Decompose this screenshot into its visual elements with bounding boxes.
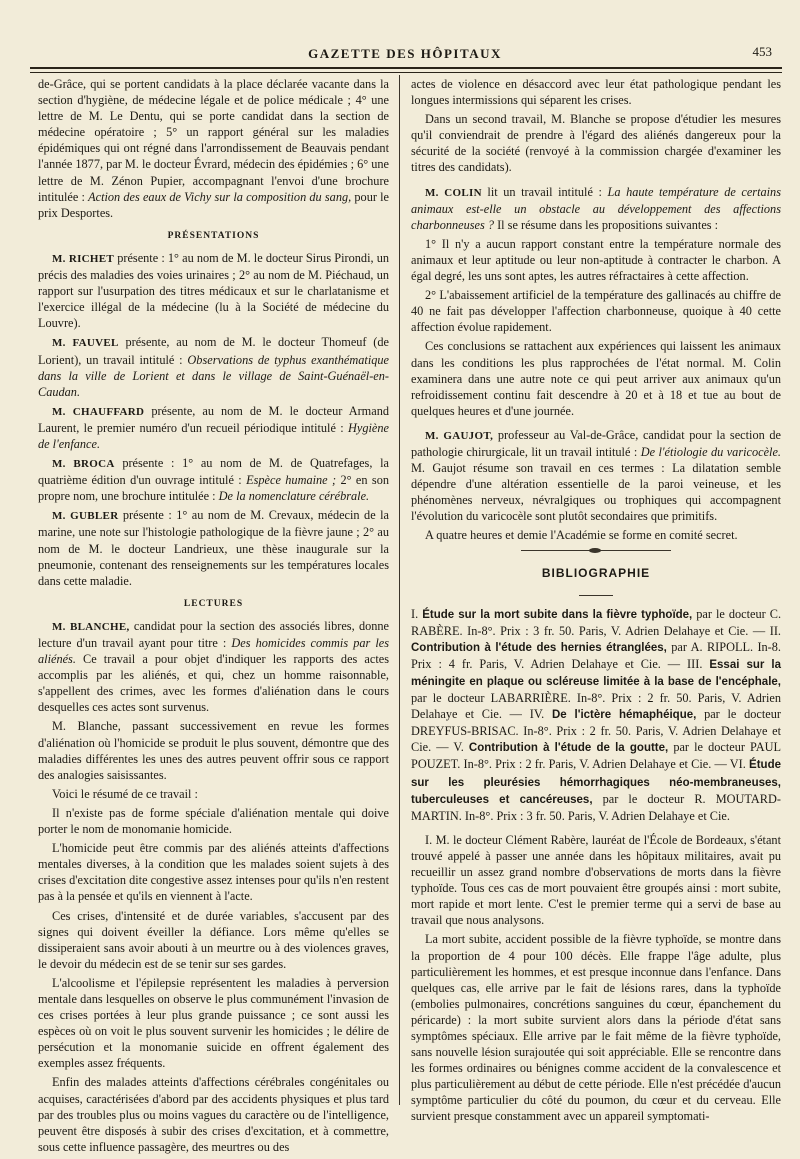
closing-line: A quatre heures et demie l'Académie se forme en comité secret.: [425, 528, 738, 543]
review-paragraph: I. M. le docteur Clément Rabère, lauréat de l'École de Bordeaux, s'étant trouvé appelé à passer une année dans les hôpitaux militaires, avait pu recueillir un assez grand nombre d'observations de morts dans la fièvre typhoïde. Tous ces cas de mort pouvaient être groupés ainsi : mort subite, mort rapide et mort lente. C'est le premier terme qui a servi de base au travail que nous analysons.: [411, 832, 781, 928]
header-rule-thick: [30, 67, 782, 69]
presentation-text: présente : 1° au nom de M. Crevaux, médecin de la marine, une note sur l'histologie pathologique de la fièvre jaune ; 2° au nom de M. le docteur Landrieux, une thèse inaugurale sur la pneumonie, contenant des renseignements sur les températures locales dans cette maladie.: [38, 508, 389, 588]
speaker-name: M. CHAUFFARD: [52, 405, 145, 418]
lecture-text: M. Gaujot résume son travail en ces termes : La dilatation semble dépendre d'une altération essentielle de la paroi veineuse, et les phénomènes nerveux, névralgiques ou trophiques qui accompagnent l'évolution du varicocèle sont plutôt secondaires que primitifs.: [411, 461, 781, 524]
speaker-name: M. GUBLER: [52, 510, 119, 523]
work-title: Observations de typhus exanthématique dans la ville de Lorient et dans le village de Saint-Guénaël-en-Caudan.: [38, 352, 390, 399]
presentation-chauffard: [38, 403, 389, 452]
body-paragraph: 1° Il n'y a aucun rapport constant entre la température normale des animaux et leur aptitude ou leur non-aptitude à contracter le charbon. A égal degré, les uns sont aptes, les autres réfractaires à cette affection.: [411, 236, 781, 284]
presentation-broca: [38, 455, 389, 504]
presentation-richet: [38, 250, 389, 331]
biblio-details: par A. RIPOLL. In-8. Prix : 4 fr. Paris, V. Adrien Delahaye et Cie. —: [411, 639, 782, 671]
speaker-name: M. BROCA: [52, 458, 115, 471]
body-paragraph: M. Blanche, passant successivement en revue les formes d'aliénation où l'homicide se produit le plus souvent, démontre que des maladies différentes les unes des autres peuvent offrir sous ce rapport des analogies saisissantes.: [38, 719, 389, 782]
body-paragraph: Ces crises, d'intensité et de durée variables, s'accusent par des signes qui doivent éveiller la défiance. Lors même qu'elles se dissiperaient sans avoir abouti à un meurtre ou à des violences graves, le devoir du médecin est de se tenir sur ses gardes.: [38, 908, 389, 971]
speaker-name: M. GAUJOT,: [425, 429, 494, 442]
intro-end: pour le prix Desportes.: [38, 189, 390, 220]
lecture-text: Ce travail a pour objet d'indiquer les rapports des actes accomplis par les aliénés, et qui, chez un homme raisonnable, s'appellent des crimes, avec les formes d'aliénation dans le cours desquelles ces actes sont survenus.: [38, 652, 389, 715]
page-number: 453: [752, 44, 772, 59]
presentation-text: présente : 1° au nom de M. de Quatrefages, la quatrième édition d'un ouvrage intitulé :: [38, 456, 389, 488]
bibliography-list: [411, 606, 781, 824]
body-paragraph: Voici le résumé de ce travail :: [52, 786, 198, 801]
bibliographie-heading: BIBLIOGRAPHIE: [541, 565, 651, 580]
header-rule-thin: [30, 72, 782, 73]
speaker-name: M. FAUVEL: [52, 337, 119, 350]
biblio-title: Essai sur la méningite en plaque ou scléreuse limitée à la base de l'encéphale,: [411, 658, 782, 688]
lecture-gaujot: [411, 427, 781, 525]
body-paragraph: 2° L'abaissement artificiel de la température des gallinacés au chiffre de 40 ne fait pas développer l'affection charbonneuse, quoique à 40 cette affection évolue rapidement.: [411, 288, 781, 335]
body-paragraph: L'homicide peut être commis par des aliénés atteints d'affections mentales diverses, à la condition que les malades soient sujets à des crises d'excitation dite congestive assez intenses pour qu'ils n'en restent pas à la pensée et qu'ils en viennent à l'acte.: [38, 841, 389, 904]
body-paragraph: actes de violence en désaccord avec leur état pathologique pendant les longues intermissions qui séparent les crises.: [411, 77, 781, 108]
body-paragraph: Enfin des malades atteints d'affections cérébrales congénitales ou acquises, caractérisées d'abord par des accidents physiques et plus tard par des troubles plus ou moins vagues du caractère ou de l'intelligence, peuvent être disposés à subir des crises d'excitation, et à commettre, sous cette influence passagère, des meurtres ou des: [38, 1075, 389, 1154]
biblio-details: par le docteur C. RABÈRE. In-8°. Prix : 3 fr. 50. Paris, V. Adrien Delahaye et Cie. —: [411, 606, 782, 638]
biblio-details: par le docteur LABARRIÈRE. In-8°. Prix : 2 fr. 50. Paris, V. Adrien Delahaye et Cie. —: [411, 691, 781, 722]
intro-paragraph: [38, 76, 389, 221]
biblio-details: par le docteur R. MOUTARD-MARTIN. In-8°. Prix : 3 fr. 50. Paris, V. Adrien Delahaye et Cie.: [411, 791, 781, 823]
work-title: La haute température de certains animaux est-elle un obstacle au développement des affections charbonneuses ?: [411, 184, 781, 232]
body-paragraph: Dans un second travail, M. Blanche se propose d'étudier les mesures qu'il conviendrait de prendre à l'égard des aliénés dangereux pour la sécurité de la société (renvoyé à la commission chargée d'examiner les titres des candidats).: [411, 112, 781, 175]
biblio-number: II.: [769, 623, 781, 638]
lectures-heading: LECTURES: [183, 598, 244, 609]
body-paragraph: Ces conclusions se rattachent aux expériences qui laissent les animaux dans les conditions les plus rapprochées de l'état normal. M. Colin examinera dans une autre note ce qui peut arriver aux animaux qu'un refroidissement continu fait descendre à 20 et à 18 et tue au bout de quelques heures et d'une journée.: [411, 339, 781, 418]
lecture-text: professeur au Val-de-Grâce, candidat pour la section de pathologie chirurgicale, lit un travail intitulé :: [411, 427, 781, 459]
presentation-gubler: [38, 507, 389, 588]
presentation-text: présente, au nom de M. le docteur Thomeuf (de Lorient), un travail intitulé :: [38, 335, 389, 367]
speaker-name: M. BLANCHE,: [52, 620, 130, 633]
lecture-blanche: [38, 618, 389, 716]
biblio-title: Contribution à l'étude des hernies étranglées,: [411, 641, 667, 654]
column-divider: [399, 75, 400, 1105]
biblio-number: I.: [411, 606, 419, 621]
biblio-details: par le docteur DREYFUS-BRISAC. In-8°. Prix : 2 fr. 50. Paris, V. Adrien Delahaye et Cie. —: [411, 707, 782, 755]
right-column: [411, 76, 781, 1128]
biblio-title: Contribution à l'étude de la goutte,: [468, 742, 669, 755]
body-paragraph: L'alcoolisme et l'épilepsie représentent les maladies à perversion mentale dans lesquelles on observe le plus communément l'invasion de ces crises portées à leur plus grande puissance ; ce sont aussi les espèces où on voit le plus souvent survenir les homicides ; le délire de persécution et la monomanie suicide en offrent également des exemples assez fréquents.: [38, 975, 389, 1071]
biblio-number: IV.: [529, 707, 545, 722]
biblio-title: De l'ictère hémaphéique,: [551, 709, 697, 722]
presentations-heading: PRÉSENTATIONS: [167, 230, 260, 241]
presentation-text: 2° en son propre nom, une brochure intitulée :: [38, 473, 389, 504]
lecture-text: lit un travail intitulé :: [487, 184, 602, 199]
short-rule: [579, 595, 613, 596]
left-column: [38, 76, 389, 1158]
work-title: De la nomenclature cérébrale.: [218, 489, 370, 504]
biblio-details: par le docteur PAUL POUZET. In-8°. Prix : 2 fr. Paris, V. Adrien Delahaye et Cie. —: [411, 740, 782, 772]
intro-work-title: Action des eaux de Vichy sur la composition du sang,: [88, 189, 352, 204]
running-header: [30, 42, 780, 66]
presentation-fauvel: [38, 334, 389, 399]
body-paragraph: Il n'existe pas de forme spéciale d'aliénation mentale qui doive porter le nom de monomanie homicide.: [38, 805, 389, 837]
work-title: Des homicides commis par les aliénés.: [38, 636, 390, 667]
review-paragraph: La mort subite, accident possible de la fièvre typhoïde, se montre dans la proportion de 4 pour 100 décès. Elle frappe l'âge adulte, plus particulièrement les hommes, et est presque inconnue dans l'enfance. Dans quelques cas, elle arrive par le fait de lésions rares, dans la typhoïde (embolies pulmonaires, concrétions sanguines du cœur, épanchement du péricarde) : la mort subite survient alors dans la période d'état sans symptômes spéciaux. Elle arrive par le fait même de la fièvre typhoïde, sans nouvelle lésion surajoutée qui soit appréciable. Elle se rencontre dans les formes ordinaires ou bénignes comme accident de la convalescence et plus particulièrement au début de cette période. Elle n'est précédée d'aucun symptôme particulier du côté du poumon, du cœur et du cerveau. Elle survient presque constamment avec un appareil symptomati-: [411, 932, 781, 1124]
biblio-number: III.: [687, 656, 703, 671]
biblio-title: Étude sur les pleurésies hémorrhagiques néo-membraneuses, tuberculeuses et cancéreuses,: [411, 759, 781, 806]
work-title: De l'étiologie du varicocèle.: [640, 444, 781, 459]
lecture-colin: [411, 184, 781, 233]
lecture-text: candidat pour la section des associés libres, donne lecture d'un travail ayant pour titre :: [38, 618, 389, 650]
section-ornament-rule: [521, 550, 671, 551]
speaker-name: M. COLIN: [425, 186, 482, 199]
speaker-name: M. RICHET: [52, 252, 115, 265]
work-title: Hygiène de l'enfance.: [38, 420, 389, 451]
biblio-number: V.: [453, 740, 464, 755]
biblio-title: Étude sur la mort subite dans la fièvre typhoïde,: [422, 608, 693, 621]
presentation-text: présente : 1° au nom de M. le docteur Sirus Pirondi, un précis des maladies des voies urinaires ; 2° au nom de M. Piéchaud, un rapport sur l'usurpation des titres médicaux et sur le charlatanisme et l'exercice illégal de la médecine (lu à la Société de médecine du Louvre).: [38, 250, 390, 331]
work-title: Espèce humaine ;: [246, 473, 337, 488]
lecture-text: Il se résume dans les propositions suivantes :: [497, 217, 719, 232]
presentation-text: présente, au nom de M. le docteur Armand Laurent, le premier numéro d'un recueil périodique intitulé :: [38, 403, 389, 435]
biblio-number: VI.: [729, 757, 746, 772]
journal-title: GAZETTE DES HÔPITAUX: [308, 46, 502, 61]
intro-text: de-Grâce, qui se portent candidats à la place déclarée vacante dans la section d'hygiène, de médecine légale et de police médicale ; 4° une lettre de M. Le Dentu, qui se porte candidat dans la section de médecine opératoire ; 5° un rapport général sur les maladies épidémiques qui ont régné dans l'arrondissement de Beauvais pendant l'année 1877, par M. le docteur Évrard, médecin des épidémies ; 6° une lettre de M. Zénon Pupier, accompagnant l'envoi d'une brochure intitulée :: [38, 77, 389, 204]
